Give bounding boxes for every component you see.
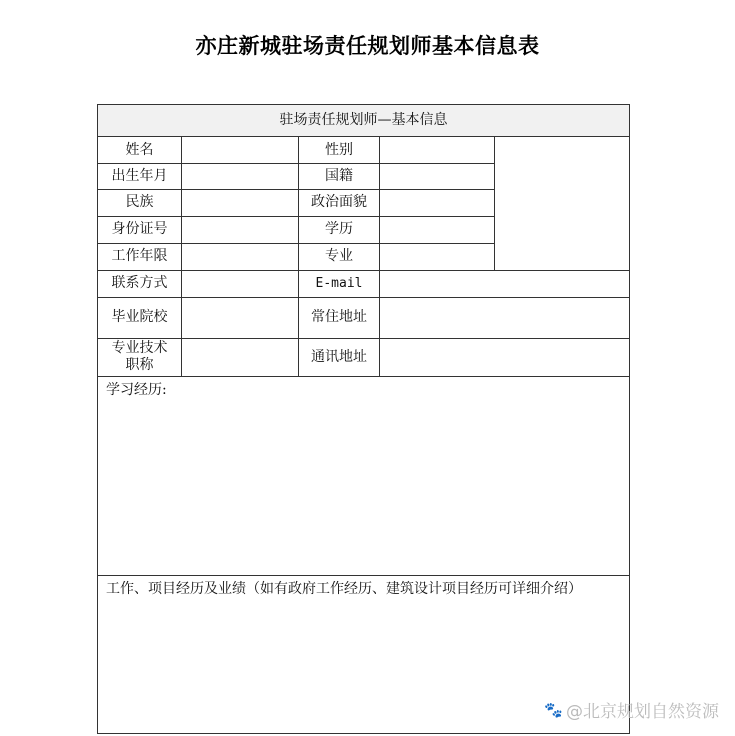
label-political: 政治面貌: [311, 194, 367, 210]
label-mail-address: 通讯地址: [311, 348, 367, 365]
label-work-years: 工作年限: [111, 248, 168, 264]
contact-field[interactable]: [182, 270, 298, 297]
name-field[interactable]: [182, 137, 298, 163]
gender-field[interactable]: [380, 137, 494, 163]
label-major: 专业: [325, 248, 353, 264]
label-residence: 常住地址: [311, 309, 367, 325]
study-experience-area[interactable]: [98, 397, 629, 575]
education-field[interactable]: [380, 216, 494, 243]
professional-title-field[interactable]: [182, 338, 298, 376]
watermark-text: @北京规划自然资源: [566, 702, 719, 722]
label-contact: 联系方式: [111, 275, 168, 291]
label-ethnicity: 民族: [125, 194, 154, 210]
study-section-label: 学习经历:: [106, 382, 167, 398]
major-field[interactable]: [380, 243, 494, 270]
label-school: 毕业院校: [111, 309, 168, 325]
label-birth: 出生年月: [111, 167, 168, 184]
label-education: 学历: [325, 221, 353, 237]
political-field[interactable]: [380, 189, 494, 216]
email-field[interactable]: [380, 270, 629, 297]
row-divider: [98, 575, 629, 576]
label-title-line1: 专业技术: [111, 340, 168, 356]
watermark: [544, 697, 719, 722]
photo-area[interactable]: [495, 137, 629, 270]
paw-icon: 🐾: [544, 700, 563, 719]
label-title-line2: 职称: [125, 357, 154, 373]
label-gender: 性别: [325, 141, 353, 158]
info-form: [97, 104, 630, 734]
label-professional-title: [98, 338, 181, 376]
school-field[interactable]: [182, 297, 298, 338]
nationality-field[interactable]: [380, 163, 494, 189]
work-years-field[interactable]: [182, 243, 298, 270]
id-number-field[interactable]: [182, 216, 298, 243]
label-id-number: 身份证号: [111, 221, 168, 237]
ethnicity-field[interactable]: [182, 189, 298, 216]
document-title: 亦庄新城驻场责任规划师基本信息表: [195, 34, 540, 58]
birth-field[interactable]: [182, 163, 298, 189]
label-name: 姓名: [125, 141, 154, 158]
row-divider: [98, 376, 629, 377]
residence-field[interactable]: [380, 297, 629, 338]
work-section-label: 工作、项目经历及业绩（如有政府工作经历、建筑设计项目经历可详细介绍）: [106, 581, 582, 597]
form-header: 驻场责任规划师—基本信息: [98, 105, 629, 137]
label-nationality: 国籍: [325, 167, 353, 184]
label-email: E-mail: [315, 276, 363, 291]
mail-address-field[interactable]: [380, 338, 629, 376]
